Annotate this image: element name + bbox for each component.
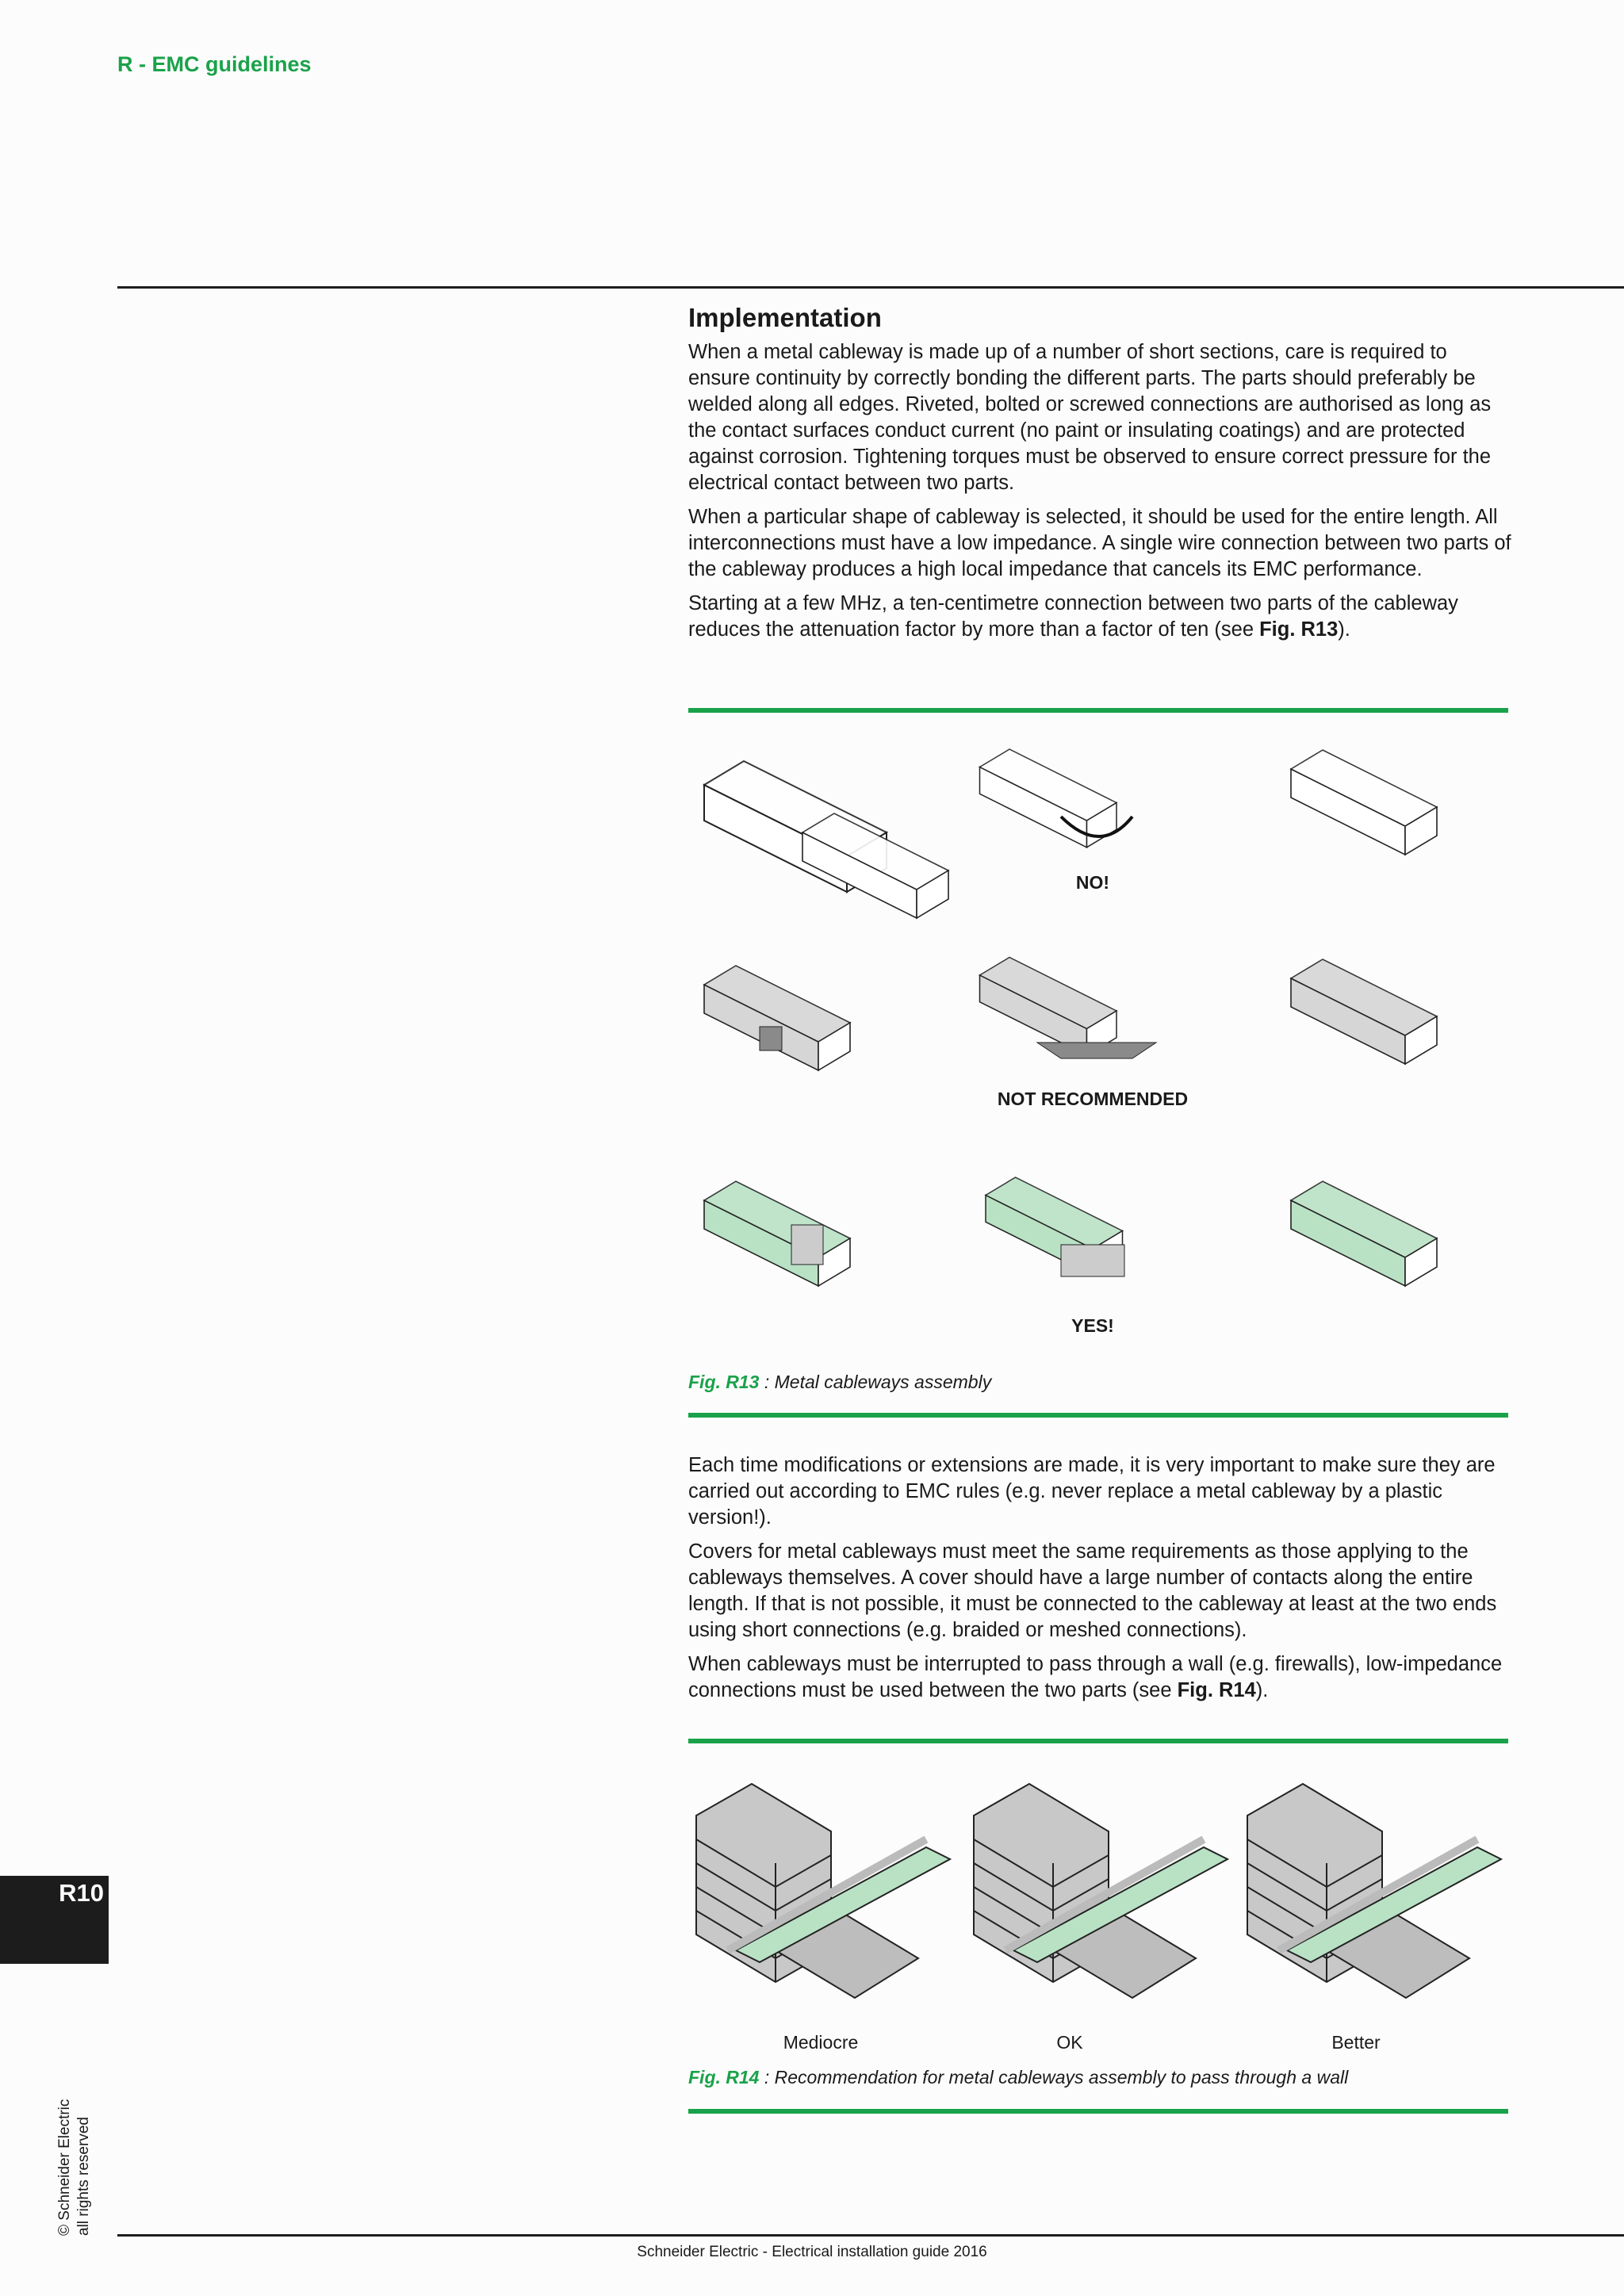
page-number-tab [0,1876,109,1964]
paragraph-end: ). [1338,618,1350,641]
paragraph-end: ). [1255,1679,1269,1701]
figure-r14-illustration [688,1784,1513,2022]
bottom-rule [117,2234,1624,2237]
caption-figure-ref: Fig. R13 [688,1372,760,1392]
paragraph: When a particular shape of cableway is selected, it should be used for the entire length. All interconnections must have a low impedance. A single wire connection between two parts of the cableway produces a high local impedance that cancels its EMC performance. [688,506,1511,580]
tray-corner-yes [986,1177,1124,1276]
figure-r13-top-bar [688,708,1508,713]
label-mediocre: Mediocre [783,2032,859,2053]
caption-text: : Recommendation for metal cableways assembly to pass through a wall [759,2067,1349,2087]
text-block-1 [688,303,1513,651]
tray-straight-no [704,761,948,918]
page-number: R10 [59,1879,104,1907]
paragraph: Covers for metal cableways must meet the same requirements as those applying to the cableways themselves. A cover should have a large number of contacts along the entire length. If that is not possible, it must be connected to the cableway at least at the two ends using short connections (e.g. braided or meshed connections). [688,1540,1497,1641]
tray-tee-yes [1291,1181,1437,1286]
label-not-recommended: NOT RECOMMENDED [997,1089,1189,1109]
copyright-notice [56,2099,94,2236]
label-yes: YES! [1071,1315,1114,1336]
figure-r13-illustration [688,737,1513,1356]
figure-r14-bottom-bar [688,2109,1508,2114]
heading-implementation: Implementation [688,303,882,332]
tray-straight-yes [704,1181,850,1286]
paragraph-text: Starting at a few MHz, a ten-centimetre connection between two parts of the cableway reduces the attenuation factor by more than a factor of ten (see [688,592,1458,641]
copyright-line: all rights reserved [75,2117,92,2236]
figure-ref[interactable]: Fig. R14 [1177,1679,1256,1701]
label-better: Better [1331,2032,1381,2053]
label-no: NO! [1075,872,1110,893]
paragraph-ref-r14 [688,1651,1513,1704]
paragraph: When a metal cableway is made up of a number of short sections, care is required to ensure continuity by correctly bonding the different parts. The parts should preferably be welded along all edges. Riveted, bolted or screwed connections are authorised as long as the contact surfaces conduct current (no paint or insulating coatings) and are protected against corrosion. Tightening torques must be observed to ensure correct pressure for the electrical contact between two parts. [688,341,1492,494]
tray-tee-not-recommended [1291,959,1437,1064]
text-block-2 [688,1452,1513,1712]
paragraph-ref-r13 [688,591,1513,643]
wall-ok [974,1784,1228,1998]
tray-tee-no [1291,750,1437,855]
tray-corner-no [980,749,1133,848]
paragraph: Each time modifications or extensions are made, it is very important to make sure they are carried out according to EMC rules (e.g. never replace a metal cableway by a plastic version!). [688,1454,1496,1529]
label-ok: OK [1056,2032,1083,2053]
paragraph-text: When cableways must be interrupted to pass through a wall (e.g. firewalls), low-impedance connections must be used between the two parts (see [688,1653,1503,1701]
tray-corner-not-recommended [980,958,1157,1059]
caption-r13 [688,1372,991,1393]
caption-figure-ref: Fig. R14 [688,2067,760,2087]
figure-r13-bottom-bar [688,1413,1508,1418]
wall-better [1247,1784,1501,1998]
copyright-line: © Schneider Electric [56,2099,73,2236]
tray-straight-not-recommended [704,966,850,1070]
caption-r14 [688,2067,1348,2088]
caption-text: : Metal cableways assembly [759,1372,992,1392]
figure-r14-top-bar [688,1739,1508,1743]
footer: Schneider Electric - Electrical installation guide 2016 [637,2244,987,2260]
wall-mediocre [696,1784,950,1998]
section-title: R - EMC guidelines [117,52,312,76]
figure-ref[interactable]: Fig. R13 [1259,618,1339,641]
top-rule [117,286,1624,289]
